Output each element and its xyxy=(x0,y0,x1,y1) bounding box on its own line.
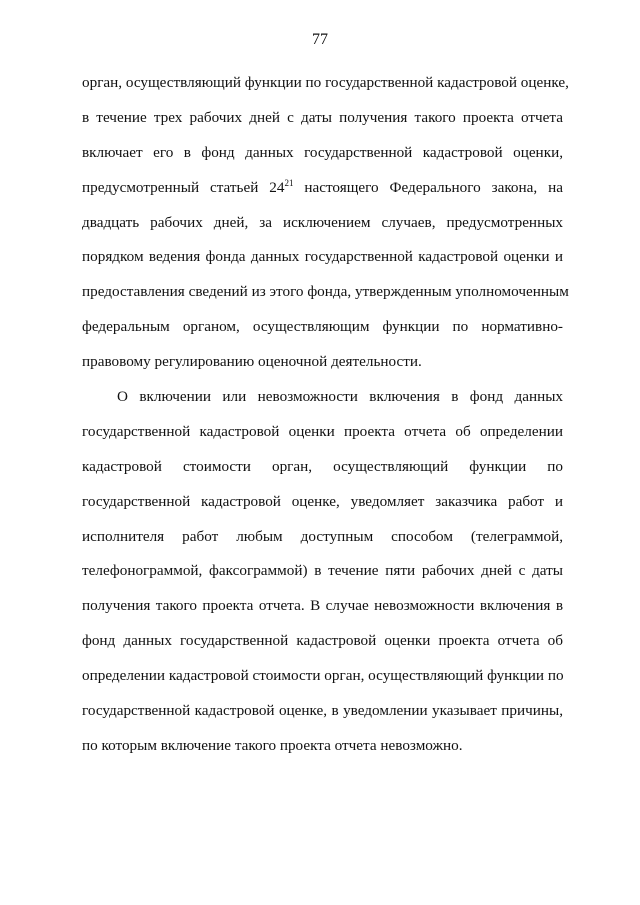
body-text xyxy=(82,66,569,764)
text-line: включает его в фонд данных государственной кадастровой оценки, xyxy=(82,143,563,161)
text-fragment: настоящего Федерального закона, на xyxy=(293,178,563,196)
text-line: получения такого проекта отчета. В случае невозможности включения в xyxy=(82,597,563,615)
paragraph-2 xyxy=(82,380,563,764)
text-line: кадастровой стоимости орган, осуществляющий функции по xyxy=(82,457,563,475)
text-line: телефонограммой, факсограммой) в течение пяти рабочих дней с даты xyxy=(82,562,563,580)
text-line: предоставления сведений из этого фонда, утвержденным уполномоченным xyxy=(82,283,569,301)
text-line: государственной кадастровой оценке, в уведомлении указывает причины, xyxy=(82,702,563,720)
text-line: в течение трех рабочих дней с даты получения такого проекта отчета xyxy=(82,108,563,126)
text-line: государственной кадастровой оценке, уведомляет заказчика работ и xyxy=(82,492,563,510)
text-line: по которым включение такого проекта отчета невозможно. xyxy=(82,736,463,754)
page-number: 77 xyxy=(312,31,328,48)
article-superscript: 21 xyxy=(284,177,294,188)
text-line: О включении или невозможности включения в фонд данных xyxy=(117,388,563,406)
text-line: двадцать рабочих дней, за исключением случаев, предусмотренных xyxy=(82,213,563,231)
text-line: государственной кадастровой оценки проекта отчета об определении xyxy=(82,422,563,440)
text-line: федеральным органом, осуществляющим функции по нормативно- xyxy=(82,318,563,336)
text-line: порядком ведения фонда данных государственной кадастровой оценки и xyxy=(82,248,563,266)
text-line: правовому регулированию оценочной деятельности. xyxy=(82,353,422,371)
text-line: фонд данных государственной кадастровой оценки проекта отчета об xyxy=(82,632,563,650)
text-fragment: предусмотренный статьей 24 xyxy=(82,178,285,196)
text-line: исполнителя работ любым доступным способом (телеграммой, xyxy=(82,527,563,545)
paragraph-1 xyxy=(82,66,569,380)
text-line: определении кадастровой стоимости орган, осуществляющий функции по xyxy=(82,667,564,685)
text-line: орган, осуществляющий функции по государственной кадастровой оценке, xyxy=(82,74,569,91)
text-line-with-footnote xyxy=(82,171,563,206)
